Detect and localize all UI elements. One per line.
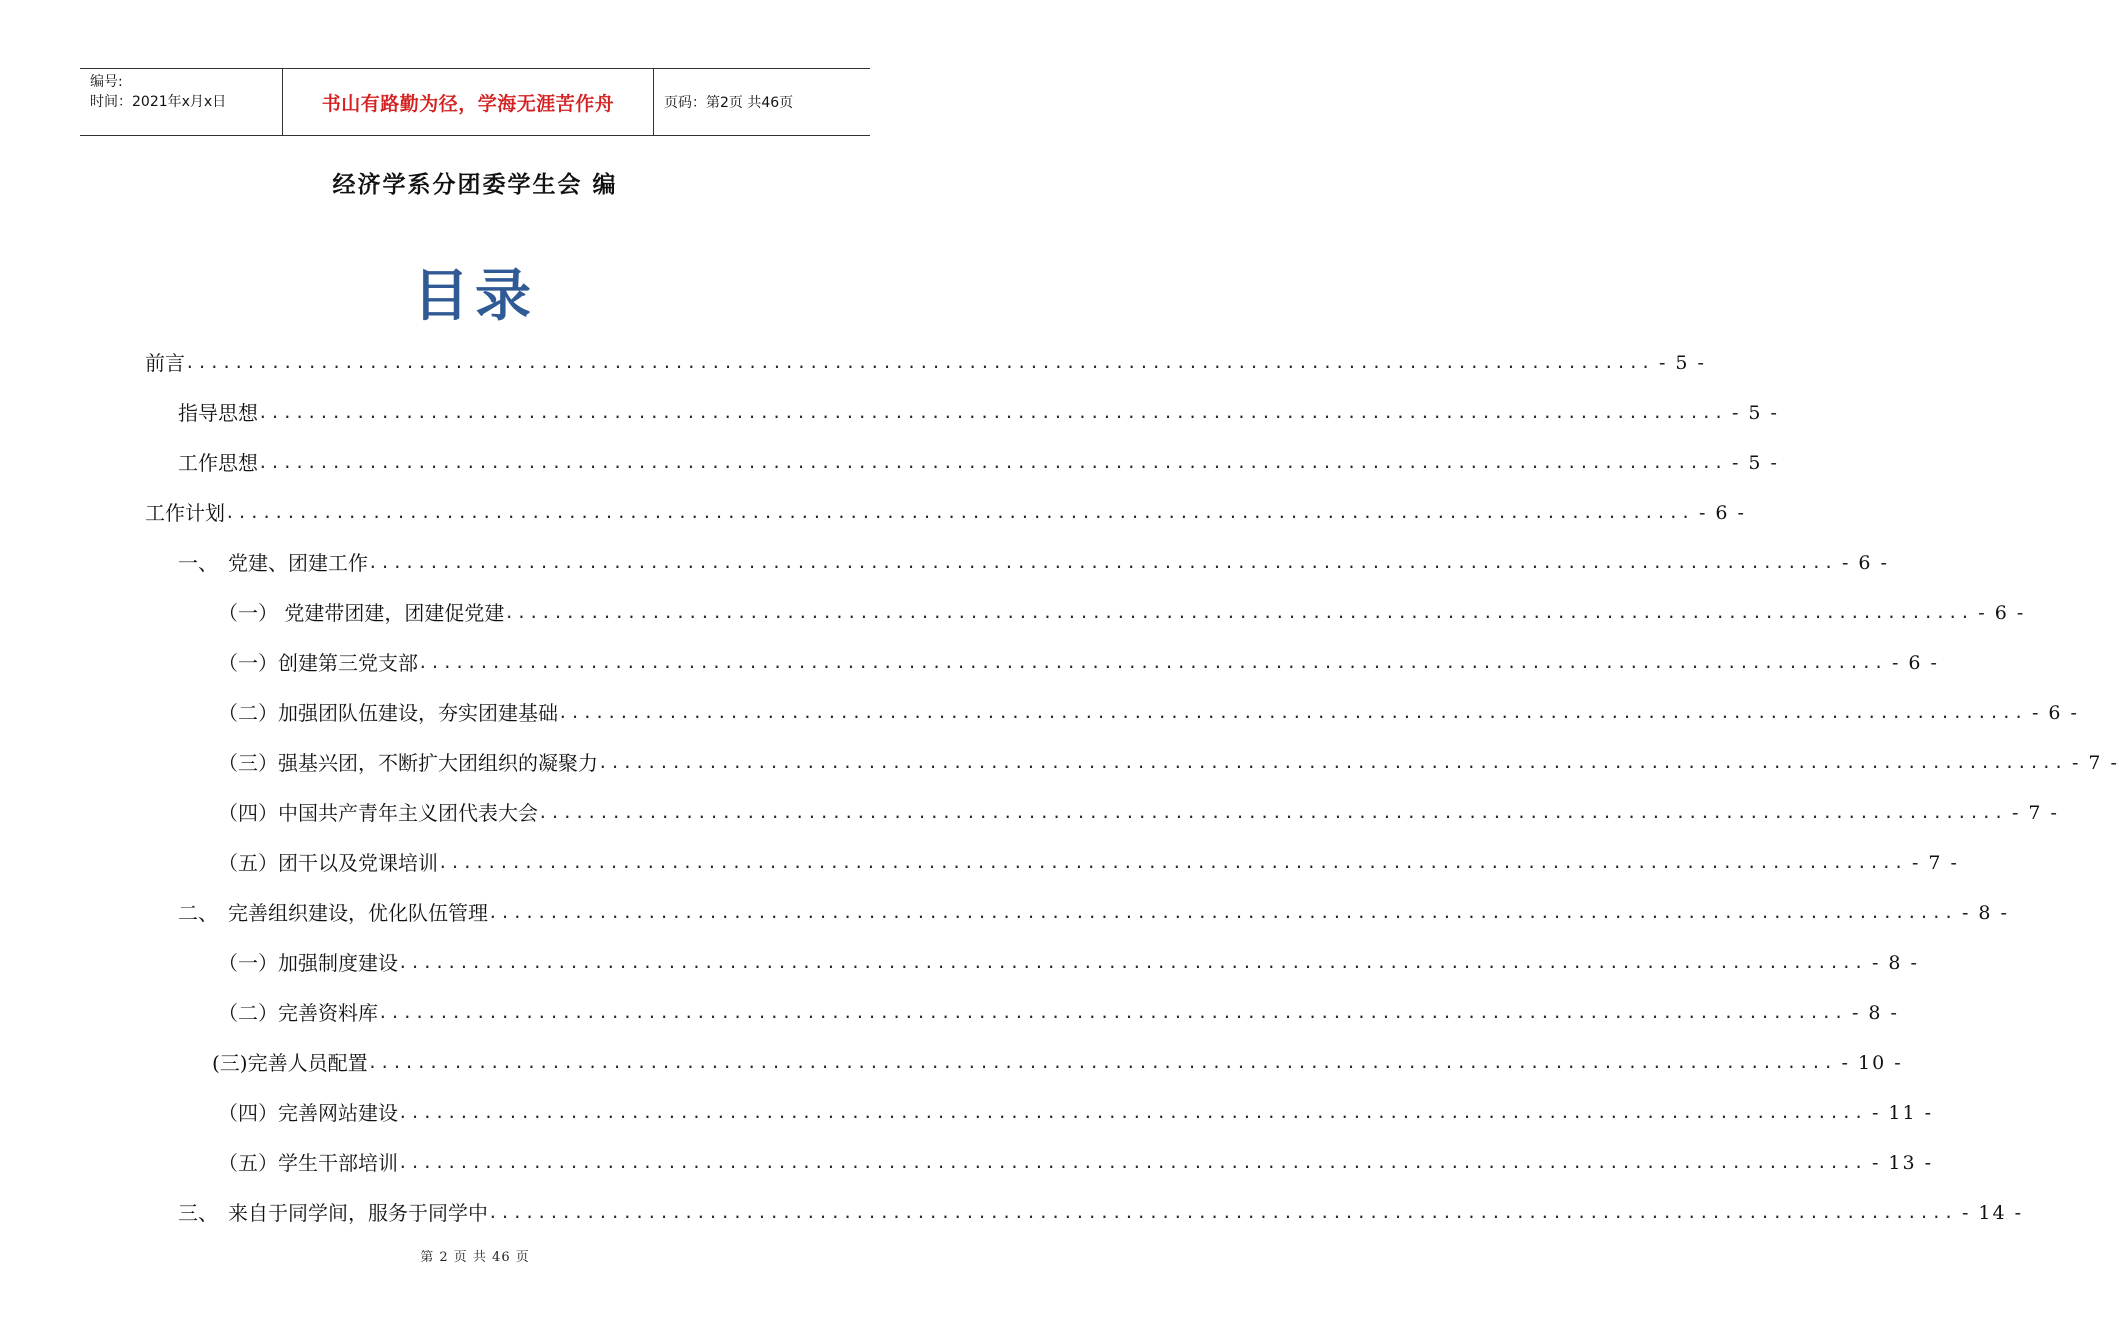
toc-entry-page: - 10 - (1841, 1052, 1903, 1074)
toc-entry[interactable] (218, 690, 2079, 726)
toc-entry[interactable] (178, 890, 2009, 926)
toc-entry-label: (三)完善人员配置 (212, 1051, 368, 1075)
page-footer: 第 2 页 共 46 页 (420, 1250, 530, 1265)
toc-entry[interactable] (178, 440, 1779, 476)
toc-entry-page: - 6 - (2031, 702, 2079, 724)
toc-entry-label: 工作计划 (145, 501, 225, 525)
toc-entry[interactable] (218, 590, 2026, 626)
toc-leader-dots: ........................................................................................................................ (258, 453, 1726, 472)
toc-entry-label: （五）学生干部培训 (218, 1151, 398, 1175)
toc-entry-page: - 6 - (1841, 552, 1889, 574)
toc-entry-page: - 5 - (1658, 352, 1706, 374)
toc-entry[interactable] (178, 1190, 2024, 1226)
toc-entry-label: （一）创建第三党支部 (218, 651, 418, 675)
toc-entry[interactable] (218, 790, 2059, 826)
org-title: 经济学系分团委学生会 编 (332, 172, 618, 198)
number-label: 编号: (90, 74, 123, 90)
toc-leader-dots: ........................................................................................................................ (378, 1003, 1846, 1022)
toc-entry[interactable] (218, 640, 1939, 676)
toc-entry[interactable] (218, 1140, 1934, 1176)
time-label: 时间：2021年x月x日 (90, 94, 227, 110)
toc-entry-label: 指导思想 (178, 401, 258, 425)
toc-entry-label: 一、 党建、团建工作 (178, 551, 368, 575)
toc-entry[interactable] (178, 390, 1779, 426)
toc-entry-page: - 6 - (1698, 502, 1746, 524)
toc-leader-dots: ........................................................................................................................ (558, 703, 2026, 722)
toc-entry-label: （三）强基兴团，不断扩大团组织的凝聚力 (218, 751, 598, 775)
toc-leader-dots: ........................................................................................................................ (225, 503, 1693, 522)
toc-leader-dots: ........................................................................................................................ (185, 353, 1653, 372)
toc-leader-dots: ........................................................................................................................ (438, 853, 1906, 872)
toc-entry-label: 三、 来自于同学间，服务于同学中 (178, 1201, 488, 1225)
toc-entry-page: - 11 - (1871, 1102, 1934, 1124)
toc-entry-label: （四）完善网站建设 (218, 1101, 398, 1125)
toc-leader-dots: ........................................................................................................................ (504, 603, 1973, 622)
toc-entry-page: - 7 - (2071, 752, 2119, 774)
toc-entry-label: 工作思想 (178, 451, 258, 475)
toc-entry-label: （四）中国共产青年主义团代表大会 (218, 801, 538, 825)
toc-leader-dots: ........................................................................................................................ (258, 403, 1726, 422)
toc-leader-dots: ........................................................................................................................ (367, 1053, 1836, 1072)
header-meta (80, 69, 282, 135)
toc-entry-page: - 5 - (1731, 402, 1779, 424)
toc-entry-page: - 8 - (1961, 902, 2009, 924)
toc-entry[interactable] (218, 1090, 1934, 1126)
toc-entry-label: （一）加强制度建设 (218, 951, 398, 975)
toc-leader-dots: ........................................................................................................................ (488, 903, 1956, 922)
toc-entry-page: - 6 - (1978, 602, 2026, 624)
toc-entry[interactable] (145, 490, 1746, 526)
toc-entry-page: - 8 - (1871, 952, 1919, 974)
header-motto: 书山有路勤为径，学海无涯苦作舟 (282, 69, 654, 135)
toc-leader-dots: ........................................................................................................................ (418, 653, 1886, 672)
toc-leader-dots: ........................................................................................................................ (368, 553, 1836, 572)
toc-leader-dots: ........................................................................................................................ (598, 753, 2066, 772)
toc-entry-label: （五）团干以及党课培训 (218, 851, 438, 875)
toc-leader-dots: ........................................................................................................................ (398, 953, 1866, 972)
toc-entry[interactable] (212, 1040, 1903, 1076)
toc-entry-page: - 5 - (1731, 452, 1779, 474)
toc-entry-page: - 8 - (1851, 1002, 1899, 1024)
toc-entry[interactable] (145, 340, 1706, 376)
toc-entry[interactable] (218, 990, 1899, 1026)
toc-leader-dots: ........................................................................................................................ (398, 1153, 1866, 1172)
toc-entry-label: 二、 完善组织建设，优化队伍管理 (178, 901, 488, 925)
header-page-info: 页码：第2页 共46页 (664, 95, 794, 111)
toc-leader-dots: ........................................................................................................................ (538, 803, 2006, 822)
toc-entry-page: - 7 - (1911, 852, 1959, 874)
toc-leader-dots: ........................................................................................................................ (398, 1103, 1866, 1122)
toc-entry-page: - 6 - (1891, 652, 1939, 674)
toc-leader-dots: ........................................................................................................................ (488, 1203, 1956, 1222)
toc-entry[interactable] (178, 540, 1889, 576)
toc-title: 目录 (413, 264, 537, 329)
toc-entry-label: （一） 党建带团建，团建促党建 (218, 601, 505, 625)
toc-entry-label: （二）加强团队伍建设，夯实团建基础 (218, 701, 558, 725)
toc-entry[interactable] (218, 840, 1959, 876)
toc-entry-page: - 14 - (1961, 1202, 2024, 1224)
toc-entry-label: （二）完善资料库 (218, 1001, 378, 1025)
toc-entry-label: 前言 (145, 351, 185, 375)
toc-entry[interactable] (218, 940, 1919, 976)
toc-entry-page: - 13 - (1871, 1152, 1934, 1174)
page-header (80, 68, 870, 136)
toc-entry[interactable] (218, 740, 2119, 776)
toc-entry-page: - 7 - (2011, 802, 2059, 824)
